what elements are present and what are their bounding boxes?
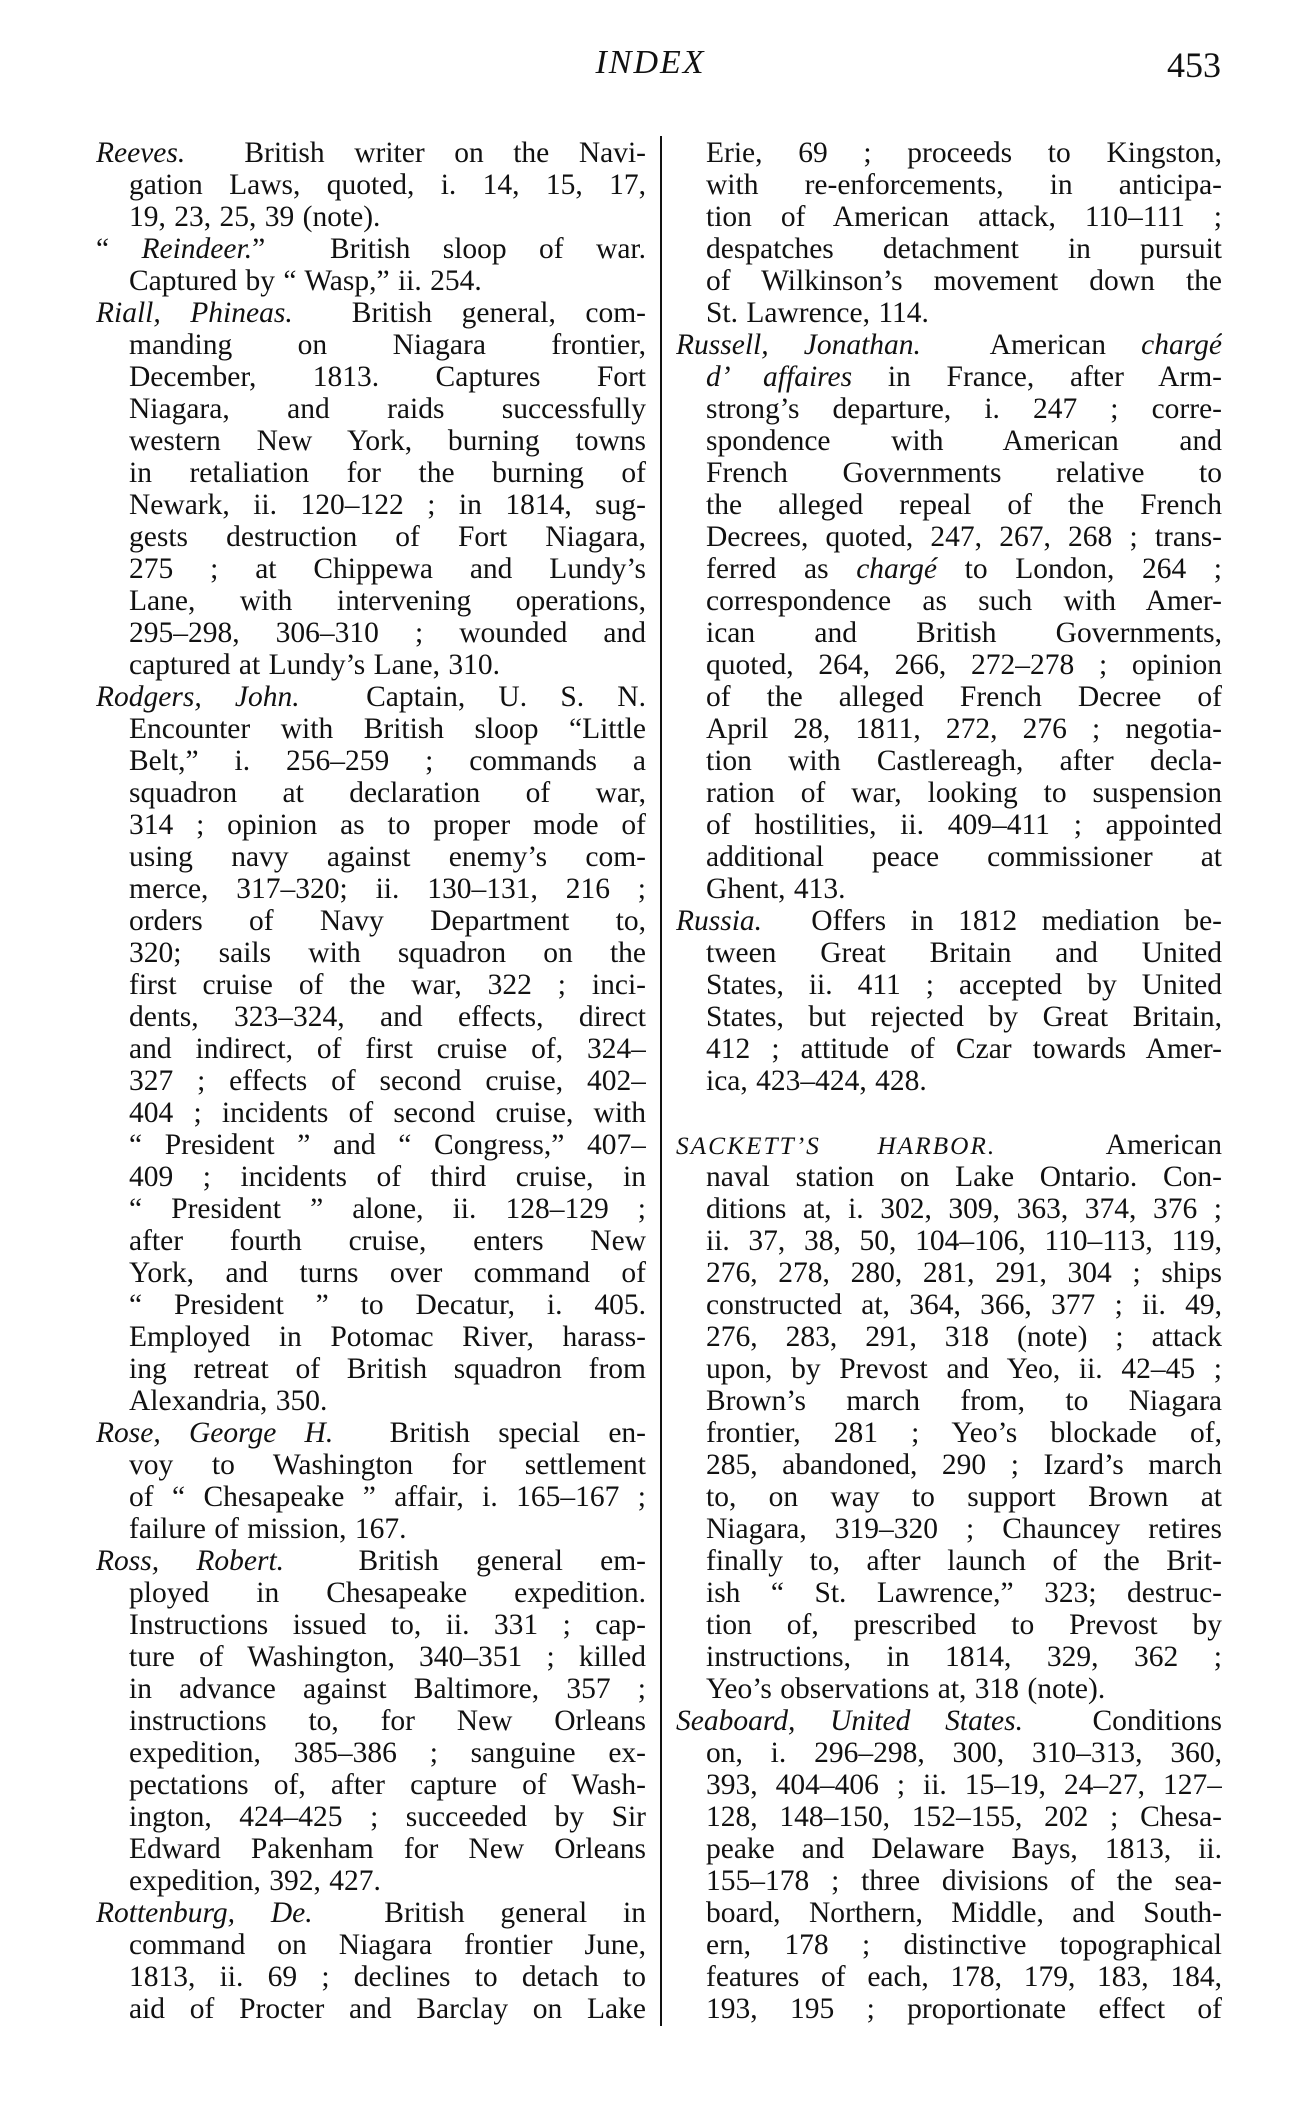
index-entry: [676, 905, 1222, 1097]
index-entry-line: in advance against Baltimore, 357 ;: [129, 1673, 646, 1705]
index-entry-line: Newark, ii. 120–122 ; in 1814, sug-: [129, 489, 646, 521]
index-entry-line: ployed in Chesapeake expedition.: [129, 1577, 646, 1609]
index-entry-line: to, on way to support Brown at: [706, 1481, 1222, 1513]
index-entry: [676, 329, 1222, 905]
index-entry-line: despatches detachment in pursuit: [706, 233, 1222, 265]
index-entry-line: Erie, 69 ; proceeds to Kingston,: [706, 137, 1222, 169]
index-entry-line: expedition, 385–386 ; sanguine ex-: [129, 1737, 646, 1769]
index-entry-line: 1813, ii. 69 ; declines to detach to: [129, 1961, 646, 1993]
index-entry-line: correspondence as such with Amer-: [706, 585, 1222, 617]
index-column-left: [96, 137, 646, 2025]
index-entry-line: additional peace commissioner at: [706, 841, 1222, 873]
entry-heading-term: Russell, Jonathan.: [676, 329, 921, 361]
index-entry-line: [676, 361, 1222, 393]
index-entry-line: western New York, burning towns: [129, 425, 646, 457]
index-entry-line: York, and turns over command of: [129, 1257, 646, 1289]
entry-text: American: [996, 1129, 1222, 1161]
entry-text: to London, 264 ;: [937, 553, 1222, 585]
index-entry-line: instructions, in 1814, 329, 362 ;: [706, 1641, 1222, 1673]
entry-text: British general, com-: [292, 297, 646, 329]
index-entry-line: upon, by Prevost and Yeo, ii. 42–45 ;: [706, 1353, 1222, 1385]
entry-heading-term: Seaboard, United States.: [676, 1705, 1023, 1737]
entry-text: “: [96, 233, 142, 265]
index-entry-line: 320; sails with squadron on the: [129, 937, 646, 969]
entry-heading-term: Russia.: [676, 905, 763, 937]
entry-text: Captain, U. S. N.: [299, 681, 646, 713]
entry-heading-term: Rose, George H.: [96, 1417, 334, 1449]
index-entry-line: captured at Lundy’s Lane, 310.: [129, 649, 500, 681]
entry-heading-term: Rodgers, John.: [96, 681, 300, 713]
index-entry-line: squadron at declaration of war,: [129, 777, 646, 809]
index-entry-line: on, i. 296–298, 300, 310–313, 360,: [706, 1737, 1222, 1769]
index-entry-line: quoted, 264, 266, 272–278 ; opinion: [706, 649, 1222, 681]
section-break: [676, 1097, 1222, 1129]
entry-heading-term: Rottenburg, De.: [96, 1897, 313, 1929]
index-entry-line: dents, 323–324, and effects, direct: [129, 1001, 646, 1033]
index-entry-line: of hostilities, ii. 409–411 ; appointed: [706, 809, 1222, 841]
index-entry-line: December, 1813. Captures Fort: [129, 361, 646, 393]
index-entry-line: with re-enforcements, in anticipa-: [706, 169, 1222, 201]
index-entry-line: Ghent, 413.: [706, 873, 846, 905]
index-entry-line: features of each, 178, 179, 183, 184,: [706, 1961, 1222, 1993]
index-entry: [96, 1417, 646, 1545]
index-entry-line: the alleged repeal of the French: [706, 489, 1222, 521]
index-entry-line: “ President ” and “ Congress,” 407–: [129, 1129, 646, 1161]
index-entry-line: St. Lawrence, 114.: [706, 297, 929, 329]
index-entry-line: 19, 23, 25, 39 (note).: [129, 201, 381, 233]
index-entry-line: Yeo’s observations at, 318 (note).: [706, 1673, 1106, 1705]
index-entry-line: of “ Chesapeake ” affair, i. 165–167 ;: [129, 1481, 646, 1513]
index-entry-line: gests destruction of Fort Niagara,: [129, 521, 646, 553]
index-entry-line: frontier, 281 ; Yeo’s blockade of,: [706, 1417, 1222, 1449]
index-column-right: [676, 137, 1222, 2025]
running-header-title: [0, 44, 1313, 82]
index-entry-line: constructed at, 364, 366, 377 ; ii. 49,: [706, 1289, 1222, 1321]
entry-text: British general in: [312, 1897, 646, 1929]
index-entry-line: Employed in Potomac River, harass-: [129, 1321, 646, 1353]
index-entry-line: aid of Procter and Barclay on Lake: [129, 1993, 646, 2025]
index-entry-heading-line: [96, 297, 646, 329]
index-entry-line: in retaliation for the burning of: [129, 457, 646, 489]
index-entry-line: 276, 278, 280, 281, 291, 304 ; ships: [706, 1257, 1222, 1289]
index-entry-heading-line: [96, 137, 646, 169]
index-entry-heading-line: [676, 329, 1222, 361]
entry-heading-term: chargé: [856, 553, 938, 585]
index-entry-line: Brown’s march from, to Niagara: [706, 1385, 1222, 1417]
index-entry-line: finally to, after launch of the Brit-: [706, 1545, 1222, 1577]
index-entry-line: of the alleged French Decree of: [706, 681, 1222, 713]
entry-text: British special en-: [333, 1417, 646, 1449]
index-entry-line: States, but rejected by Great Britain,: [706, 1001, 1222, 1033]
index-entry: [96, 1897, 646, 2025]
index-entry-line: 412 ; attitude of Czar towards Amer-: [706, 1033, 1222, 1065]
index-entry-line: States, ii. 411 ; accepted by United: [706, 969, 1222, 1001]
index-entry-line: ern, 178 ; distinctive topographical: [706, 1929, 1222, 1961]
index-entry-line: 327 ; effects of second cruise, 402–: [129, 1065, 646, 1097]
index-entry-heading-line: [96, 1545, 646, 1577]
index-entry-line: Edward Pakenham for New Orleans: [129, 1833, 646, 1865]
index-entry-line: “ President ” to Decatur, i. 405.: [129, 1289, 646, 1321]
index-entry-line: spondence with American and: [706, 425, 1222, 457]
index-entry-line: ington, 424–425 ; succeeded by Sir: [129, 1801, 646, 1833]
index-entry: [96, 297, 646, 681]
index-entry: [96, 1545, 646, 1897]
index-entry-line: “ President ” alone, ii. 128–129 ;: [129, 1193, 646, 1225]
entry-heading-term: SACKETT’S HARBOR.: [676, 1132, 997, 1160]
index-entry-heading-line: [676, 1129, 1222, 1161]
index-entry-line: ica, 423–424, 428.: [706, 1065, 927, 1097]
index-entry-line: ii. 37, 38, 50, 104–106, 110–113, 119,: [706, 1225, 1222, 1257]
index-entry-line: pectations of, after capture of Wash-: [129, 1769, 646, 1801]
index-entry-line: Niagara, and raids successfully: [129, 393, 646, 425]
index-entry-line: board, Northern, Middle, and South-: [706, 1897, 1222, 1929]
index-entry-heading-line: [96, 233, 646, 265]
index-entry-line: Encounter with British sloop “Little: [129, 713, 646, 745]
index-entry-line: [676, 553, 1222, 585]
entry-text: ” British sloop of war.: [252, 233, 646, 265]
index-entry-line: ration of war, looking to suspension: [706, 777, 1222, 809]
index-entry-line: ing retreat of British squadron from: [129, 1353, 646, 1385]
index-entry-line: orders of Navy Department to,: [129, 905, 646, 937]
index-entry-line: ican and British Governments,: [706, 617, 1222, 649]
entry-heading-term: chargé: [1141, 329, 1222, 361]
index-entry: [676, 1705, 1222, 2025]
index-entry: [96, 233, 646, 297]
entry-text: British general em-: [284, 1545, 646, 1577]
index-entry-line: Captured by “ Wasp,” ii. 254.: [129, 265, 482, 297]
entry-heading-term: Reindeer.: [141, 233, 253, 265]
entry-text: ferred as: [706, 553, 857, 585]
page-number: 453: [1167, 45, 1221, 85]
index-entry-line: Alexandria, 350.: [129, 1385, 328, 1417]
index-entry-line: tion with Castlereagh, after decla-: [706, 745, 1222, 777]
index-entry-line: tion of American attack, 110–111 ;: [706, 201, 1222, 233]
index-entry-line: voy to Washington for settlement: [129, 1449, 646, 1481]
index-entry-line: merce, 317–320; ii. 130–131, 216 ;: [129, 873, 646, 905]
index-entry-line: 295–298, 306–310 ; wounded and: [129, 617, 646, 649]
index-entry-line: 275 ; at Chippewa and Lundy’s: [129, 553, 646, 585]
index-entry: [676, 137, 1222, 329]
index-entry-line: and indirect, of first cruise of, 324–: [129, 1033, 646, 1065]
entry-heading-term: Riall, Phineas.: [96, 297, 293, 329]
index-entry-line: 193, 195 ; proportionate effect of: [706, 1993, 1222, 2025]
index-entry-line: tween Great Britain and United: [706, 937, 1222, 969]
index-entry-line: gation Laws, quoted, i. 14, 15, 17,: [129, 169, 646, 201]
entry-text: American: [920, 329, 1142, 361]
entry-text: in France, after Arm-: [852, 361, 1222, 393]
index-entry-line: Niagara, 319–320 ; Chauncey retires: [706, 1513, 1222, 1545]
index-entry-line: 128, 148–150, 152–155, 202 ; Chesa-: [706, 1801, 1222, 1833]
index-entry-line: ture of Washington, 340–351 ; killed: [129, 1641, 646, 1673]
index-entry-line: Instructions issued to, ii. 331 ; cap-: [129, 1609, 646, 1641]
index-entry-line: instructions to, for New Orleans: [129, 1705, 646, 1737]
index-entry-heading-line: [96, 681, 646, 713]
index-entry-line: using navy against enemy’s com-: [129, 841, 646, 873]
index-entry: [96, 137, 646, 233]
index-entry-line: 276, 283, 291, 318 (note) ; attack: [706, 1321, 1222, 1353]
index-entry-line: Lane, with intervening operations,: [129, 585, 646, 617]
index-entry-line: 314 ; opinion as to proper mode of: [129, 809, 646, 841]
index-entry-line: first cruise of the war, 322 ; inci-: [129, 969, 646, 1001]
index-entry-line: naval station on Lake Ontario. Con-: [706, 1161, 1222, 1193]
index-entry-line: manding on Niagara frontier,: [129, 329, 646, 361]
index-entry-heading-line: [96, 1417, 646, 1449]
entry-heading-term: Ross, Robert.: [96, 1545, 285, 1577]
index-entry: [96, 681, 646, 1417]
index-entry-line: April 28, 1811, 272, 276 ; negotia-: [706, 713, 1222, 745]
column-divider: [660, 136, 662, 2026]
index-entry-line: Decrees, quoted, 247, 267, 268 ; trans-: [706, 521, 1222, 553]
index-entry-line: 409 ; incidents of third cruise, in: [129, 1161, 646, 1193]
index-entry-line: ish “ St. Lawrence,” 323; destruc-: [706, 1577, 1222, 1609]
index-entry-line: 404 ; incidents of second cruise, with: [129, 1097, 646, 1129]
index-entry: [676, 1129, 1222, 1705]
header-title-text: INDEX: [595, 44, 706, 81]
index-entry-line: 285, abandoned, 290 ; Izard’s march: [706, 1449, 1222, 1481]
index-entry-line: French Governments relative to: [706, 457, 1222, 489]
index-entry-line: 393, 404–406 ; ii. 15–19, 24–27, 127–: [706, 1769, 1222, 1801]
index-entry-line: 155–178 ; three divisions of the sea-: [706, 1865, 1222, 1897]
index-entry-line: tion of, prescribed to Prevost by: [706, 1609, 1222, 1641]
index-entry-heading-line: [676, 905, 1222, 937]
entry-heading-term: Reeves.: [96, 137, 186, 169]
index-entry-line: strong’s departure, i. 247 ; corre-: [706, 393, 1222, 425]
index-entry-line: expedition, 392, 427.: [129, 1865, 381, 1897]
entry-text: Conditions: [1023, 1705, 1222, 1737]
entry-text: Offers in 1812 mediation be-: [762, 905, 1222, 937]
index-entry-line: of Wilkinson’s movement down the: [706, 265, 1222, 297]
index-entry-line: ditions at, i. 302, 309, 363, 374, 376 ;: [706, 1193, 1222, 1225]
index-entry-line: failure of mission, 167.: [129, 1513, 407, 1545]
index-entry-line: after fourth cruise, enters New: [129, 1225, 646, 1257]
index-entry-line: Belt,” i. 256–259 ; commands a: [129, 745, 646, 777]
index-entry-line: command on Niagara frontier June,: [129, 1929, 646, 1961]
index-entry-heading-line: [676, 1705, 1222, 1737]
index-entry-heading-line: [96, 1897, 646, 1929]
entry-heading-term: d’ affaires: [706, 361, 853, 393]
index-entry-line: peake and Delaware Bays, 1813, ii.: [706, 1833, 1222, 1865]
entry-text: British writer on the Navi-: [185, 137, 646, 169]
